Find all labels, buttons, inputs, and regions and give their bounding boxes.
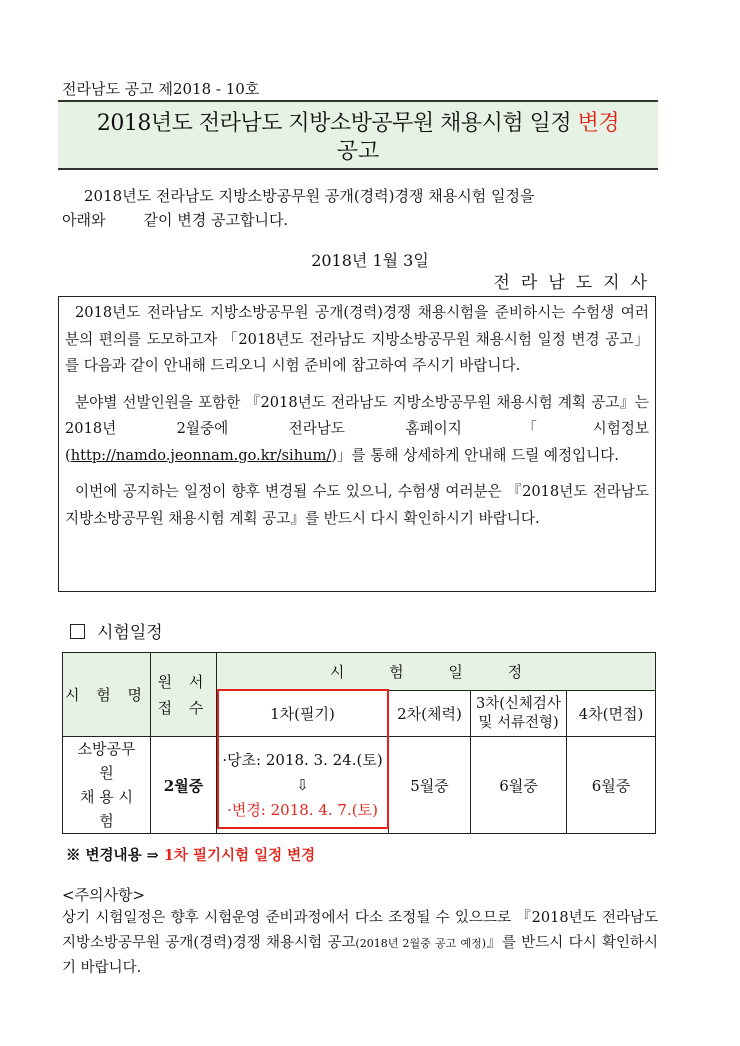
- header-round-3-line2: 및 서류전형): [478, 714, 559, 731]
- info-paragraph-1: 2018년도 전라남도 지방소방공무원 공개(경력)경쟁 채용시험을 준비하시는 수험생 여러분의 편의를 도모하고자 「2018년도 전라남도 지방소방공무원 채용시험 일정 변경 공고」를 다음과 같이 안내해 드리오니 시험 준비에 참고하여 주시기 바랍니다.: [65, 304, 649, 374]
- section-title: [70, 618, 163, 643]
- change-note-prefix: ※ 변경내용 ⇒: [66, 847, 159, 864]
- header-schedule: 시 험 일 정: [217, 653, 656, 691]
- exam-name-cell: [63, 737, 151, 834]
- header-apply-line1: 원 서: [157, 672, 210, 691]
- title-text: 2018년도 전라남도 지방소방공무원 채용시험 일정: [96, 111, 572, 136]
- header-apply-line2: 접 수: [157, 698, 210, 717]
- round-3-cell: 6월중: [471, 737, 567, 834]
- title-highlight: 변경: [577, 111, 620, 136]
- header-apply: [151, 653, 217, 737]
- caution-text-small: (2018년 2월중 공고 예정): [355, 937, 487, 950]
- sihum-link[interactable]: http://namdo.jeonnam.go.kr/sihum/: [70, 446, 332, 464]
- title-box: [58, 100, 658, 170]
- header-exam-name: 시 험 명: [63, 653, 151, 737]
- round-1-changed: ·변경: 2018. 4. 7.(토): [227, 800, 378, 819]
- header-round-2: 2차(체력): [389, 691, 471, 737]
- issuer: 전라남도지사: [493, 273, 658, 293]
- notice-date: 2018년 1월 3일: [311, 251, 429, 270]
- round-1-original: ·당초: 2018. 3. 24.(토): [222, 750, 383, 769]
- caution-text: [62, 906, 658, 981]
- table-row: [63, 737, 656, 834]
- down-arrow-icon: ⇩: [296, 775, 309, 794]
- intro-line2-a: 아래와: [62, 211, 106, 229]
- info-p2-before: 분야별 선발인원을 포함한 『2018년도 전라남도 지방소방공무원 채용시험 계획 공고』는 2018년 2월중에 전라남도 홈페이지 「시험정보(: [65, 393, 649, 464]
- schedule-table: [62, 652, 656, 834]
- title-line1: [58, 110, 658, 138]
- square-bullet-icon: [70, 624, 85, 639]
- caution-text-after: 』를 반드시 다시 확인하시기 바랍니다.: [62, 935, 658, 976]
- header-round-1: 1차(필기): [217, 691, 389, 737]
- intro-line1: 2018년도 전라남도 지방소방공무원 공개(경력)경쟁 채용시험 일정을: [84, 187, 535, 205]
- caution-text-before: 상기 시험일정은 향후 시험운영 준비과정에서 다소 조정될 수 있으므로 『2018년도 전라남도 지방소방공무원 공개(경력)경쟁 채용시험 공고: [62, 910, 658, 951]
- title-line2: 공고: [336, 139, 380, 164]
- round-2-cell: 5월중: [389, 737, 471, 834]
- change-note: [66, 844, 315, 865]
- header-round-3-line1: 3차(신체검사: [476, 695, 561, 712]
- info-box: [58, 296, 656, 592]
- apply-period-cell: 2월중: [151, 737, 217, 834]
- intro-line2: [62, 208, 658, 232]
- section-title-text: 시험일정: [97, 623, 163, 643]
- info-paragraph-3: 이번에 공지하는 일정이 향후 변경될 수도 있으니, 수험생 여러분은 『2018년도 전라남도 지방소방공무원 채용시험 계획 공고』를 반드시 다시 확인하시기 바랍니다.: [65, 483, 649, 527]
- exam-name-line2: 원: [99, 764, 114, 782]
- intro-text: [62, 184, 658, 232]
- info-paragraph-2: [65, 390, 649, 470]
- caution-title: <주의사항>: [62, 886, 146, 904]
- round-4-cell: 6월중: [567, 737, 656, 834]
- header-round-4: 4차(면접): [567, 691, 656, 737]
- notice-number: 전라남도 공고 제2018 - 10호: [62, 80, 260, 98]
- exam-name-line3: 채 용 시: [79, 788, 133, 806]
- exam-name-line1: 소방공무: [77, 740, 136, 758]
- info-p2-after: )」를 통해 상세하게 안내해 드릴 예정입니다.: [331, 446, 620, 464]
- round-1-cell: [217, 737, 389, 834]
- change-note-highlight: 1차 필기시험 일정 변경: [163, 847, 316, 864]
- header-round-3: [471, 691, 567, 737]
- table-header-row: [63, 653, 656, 691]
- exam-name-line4: 험: [99, 812, 114, 830]
- intro-line2-b: 같이 변경 공고합니다.: [143, 211, 289, 229]
